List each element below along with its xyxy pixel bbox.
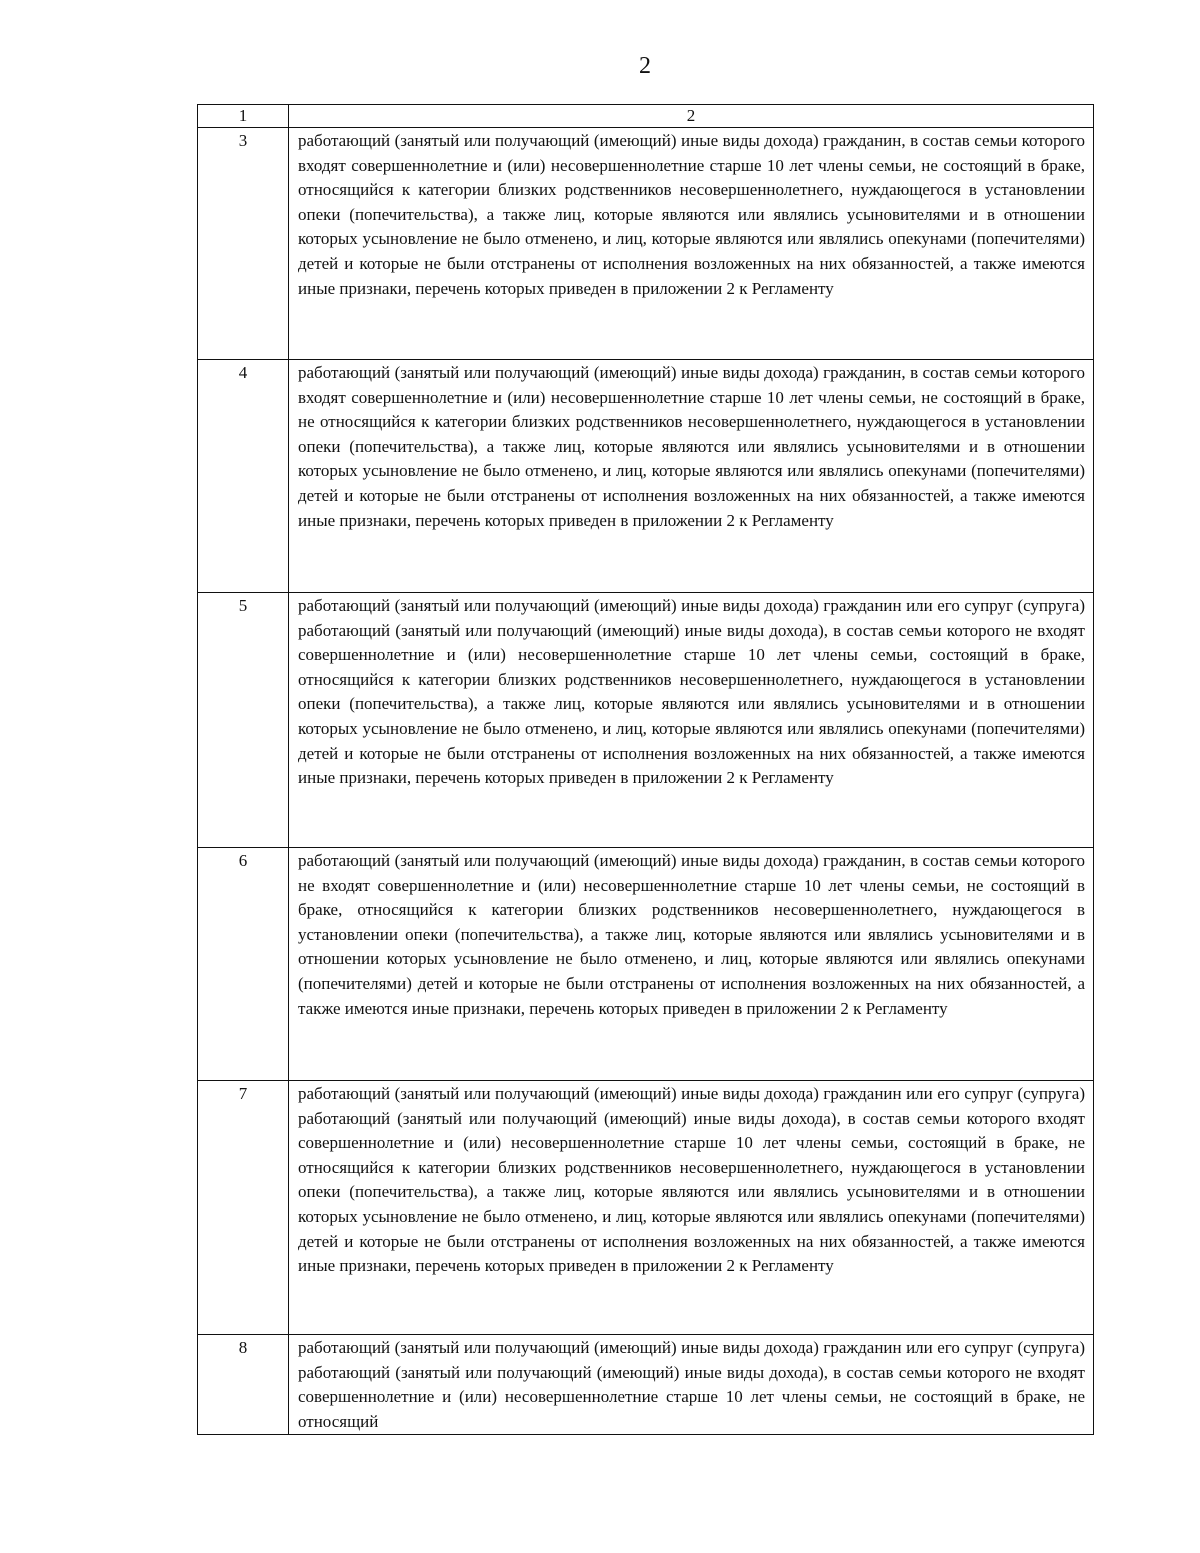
row-number: 3	[198, 128, 289, 360]
row-text-content: работающий (занятый или получающий (имеющий) иные виды дохода) гражданин, в состав семьи которого не входят совершеннолетние и (или) несовершеннолетние старше 10 лет члены семьи, не состоящий в браке, относящийся к категории близких родственников несовершеннолетнего, нуждающегося в установлении опеки (попечительства), а также лиц, которые являются или являлись усыновителями и в отношении которых усыновление не было отменено, и лиц, которые являются или являлись опекунами (попечителями) детей и которые не были отстранены от исполнения возложенных на них обязанностей, а также имеются иные признаки, перечень которых приведен в приложении 2 к Регламенту	[298, 851, 1085, 1018]
row-text	[289, 593, 1094, 848]
table-header-row	[198, 105, 1094, 128]
row-text-content: работающий (занятый или получающий (имеющий) иные виды дохода) гражданин или его супруг (супруга) работающий (занятый или получающий (имеющий) иные виды дохода), в состав семьи которого не входят совершеннолетние и (или) несовершеннолетние старше 10 лет члены семьи, не состоящий в браке, не относящий	[298, 1338, 1085, 1431]
row-text	[289, 848, 1094, 1081]
row-number: 8	[198, 1335, 289, 1435]
row-text-content: работающий (занятый или получающий (имеющий) иные виды дохода) гражданин или его супруг (супруга) работающий (занятый или получающий (имеющий) иные виды дохода), в состав семьи которого не входят совершеннолетние и (или) несовершеннолетние старше 10 лет члены семьи, состоящий в браке, относящийся к категории близких родственников несовершеннолетнего, нуждающегося в установлении опеки (попечительства), а также лиц, которые являются или являлись усыновителями и в отношении которых усыновление не было отменено, и лиц, которые являются или являлись опекунами (попечителями) детей и которые не были отстранены от исполнения возложенных на них обязанностей, а также имеются иные признаки, перечень которых приведен в приложении 2 к Регламенту	[298, 596, 1085, 788]
row-text	[289, 1335, 1094, 1435]
table-row	[198, 128, 1094, 360]
page-number: 2	[639, 53, 651, 79]
header-cell-text: 2	[289, 105, 1094, 128]
row-text-content: работающий (занятый или получающий (имеющий) иные виды дохода) гражданин, в состав семьи которого входят совершеннолетние и (или) несовершеннолетние старше 10 лет члены семьи, не состоящий в браке, не относящийся к категории близких родственников несовершеннолетнего, нуждающегося в установлении опеки (попечительства), а также лиц, которые являются или являлись усыновителями и в отношении которых усыновление не было отменено, и лиц, которые являются или являлись опекунами (попечителями) детей и которые не были отстранены от исполнения возложенных на них обязанностей, а также имеются иные признаки, перечень которых приведен в приложении 2 к Регламенту	[298, 363, 1085, 530]
header-cell-number: 1	[198, 105, 289, 128]
document-table	[197, 104, 1094, 1435]
row-text-content: работающий (занятый или получающий (имеющий) иные виды дохода) гражданин, в состав семьи которого входят совершеннолетние и (или) несовершеннолетние старше 10 лет члены семьи, не состоящий в браке, относящийся к категории близких родственников несовершеннолетнего, нуждающегося в установлении опеки (попечительства), а также лиц, которые являются или являлись усыновителями и в отношении которых усыновление не было отменено, и лиц, которые являются или являлись опекунами (попечителями) детей и которые не были отстранены от исполнения возложенных на них обязанностей, а также имеются иные признаки, перечень которых приведен в приложении 2 к Регламенту	[298, 131, 1085, 298]
table-row	[198, 1081, 1094, 1335]
row-number: 4	[198, 360, 289, 593]
row-text	[289, 1081, 1094, 1335]
row-text	[289, 128, 1094, 360]
table-row	[198, 848, 1094, 1081]
row-number: 7	[198, 1081, 289, 1335]
table-row	[198, 593, 1094, 848]
row-number: 5	[198, 593, 289, 848]
row-text-content: работающий (занятый или получающий (имеющий) иные виды дохода) гражданин или его супруг (супруга) работающий (занятый или получающий (имеющий) иные виды дохода), в состав семьи которого входят совершеннолетние и (или) несовершеннолетние старше 10 лет члены семьи, состоящий в браке, не относящийся к категории близких родственников несовершеннолетнего, нуждающегося в установлении опеки (попечительства), а также лиц, которые являются или являлись усыновителями и в отношении которых усыновление не было отменено, и лиц, которые являются или являлись опекунами (попечителями) детей и которые не были отстранены от исполнения возложенных на них обязанностей, а также имеются иные признаки, перечень которых приведен в приложении 2 к Регламенту	[298, 1084, 1085, 1276]
table-row	[198, 360, 1094, 593]
table-row	[198, 1335, 1094, 1435]
row-number: 6	[198, 848, 289, 1081]
row-text	[289, 360, 1094, 593]
